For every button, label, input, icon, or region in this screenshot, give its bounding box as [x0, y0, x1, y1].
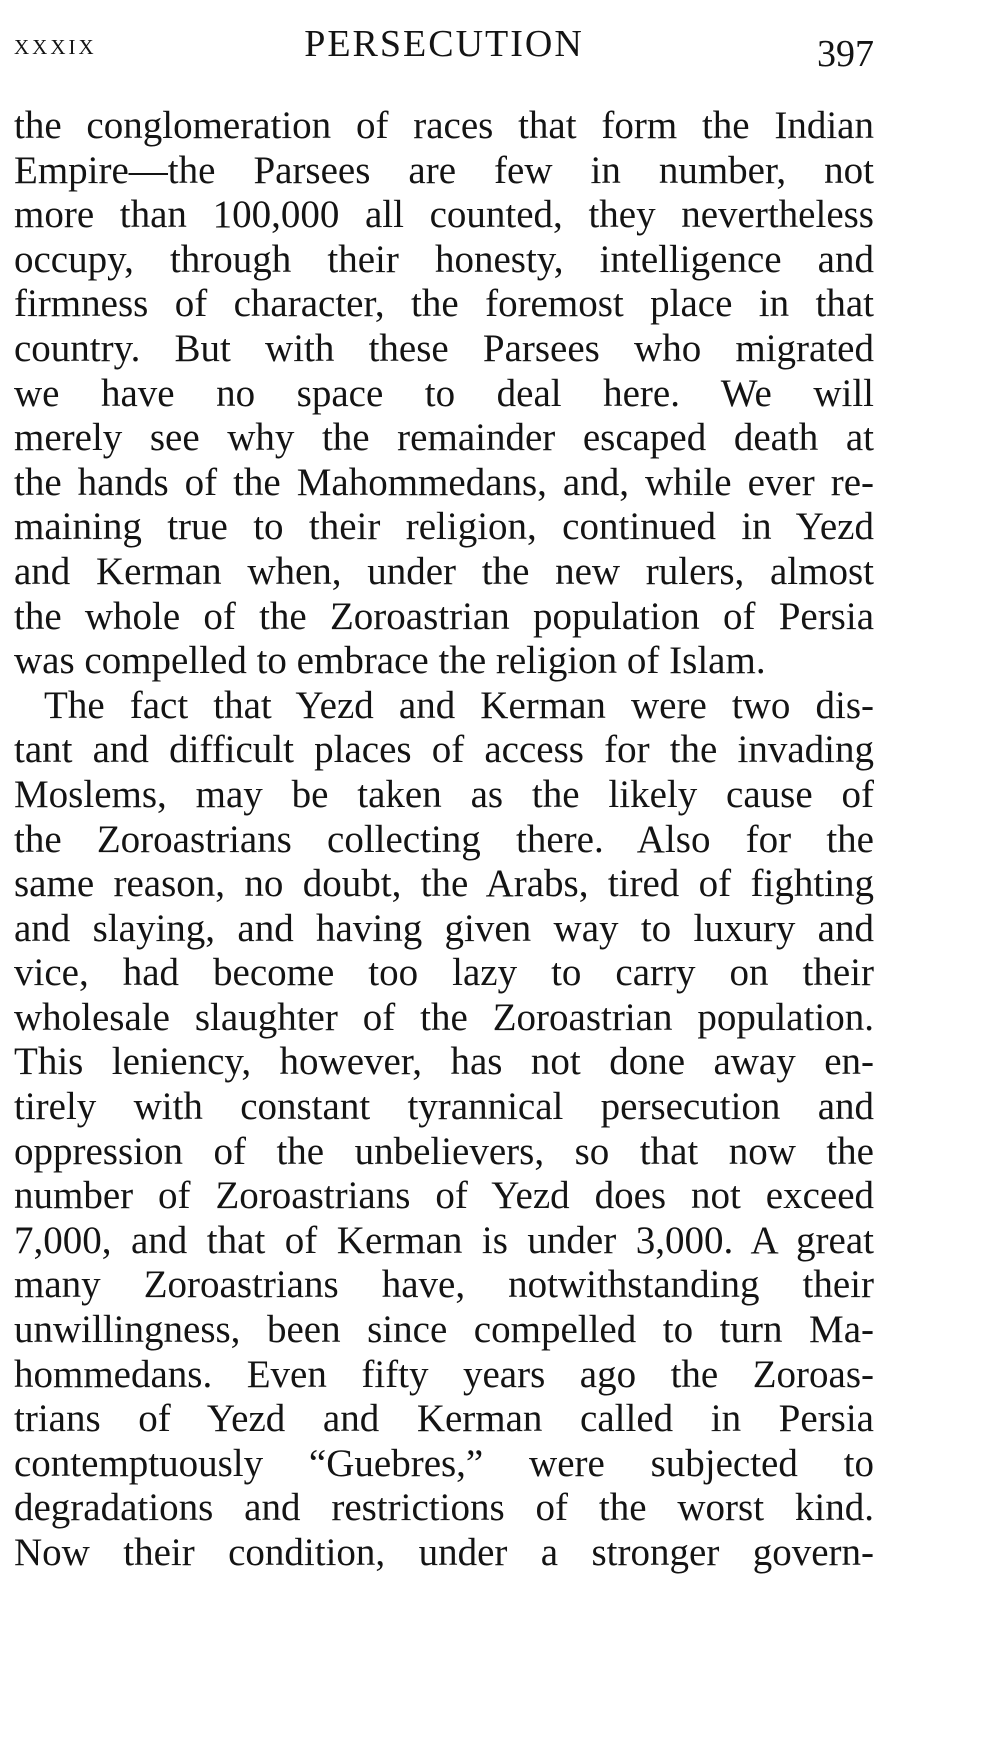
text-line: wholesale slaughter of the Zoroastrian population.	[14, 995, 874, 1039]
text-line: and Kerman when, under the new rulers, almost	[14, 549, 874, 593]
text-line: tant and difficult places of access for the invading	[14, 728, 874, 772]
text-line: vice, had become too lazy to carry on their	[14, 951, 874, 995]
page-number: 397	[817, 33, 874, 75]
text-line: This leniency, however, has not done away en-	[14, 1040, 874, 1084]
text-line: more than 100,000 all counted, they nevertheless	[14, 193, 874, 237]
text-line: occupy, through their honesty, intelligence and	[14, 237, 874, 281]
text-line: Moslems, may be taken as the likely cause of	[14, 772, 874, 816]
text-line: was compelled to embrace the religion of Islam.	[14, 639, 766, 683]
text-line: unwillingness, been since compelled to turn Ma-	[14, 1308, 874, 1352]
text-line: The fact that Yezd and Kerman were two dis-	[44, 683, 874, 727]
text-line: 7,000, and that of Kerman is under 3,000. A great	[14, 1218, 874, 1262]
text-line: the whole of the Zoroastrian population of Persia	[14, 594, 874, 638]
running-head	[14, 14, 874, 84]
text-line: hommedans. Even fifty years ago the Zoroas-	[14, 1352, 874, 1396]
text-line: Empire—the Parsees are few in number, not	[14, 148, 874, 192]
text-line: same reason, no doubt, the Arabs, tired of fighting	[14, 862, 874, 906]
text-line: maining true to their religion, continued in Yezd	[14, 505, 874, 549]
text-line: trians of Yezd and Kerman called in Persia	[14, 1397, 874, 1441]
text-line: degradations and restrictions of the worst kind.	[14, 1486, 874, 1530]
text-line: oppression of the unbelievers, so that now the	[14, 1129, 874, 1173]
text-line: the hands of the Mahommedans, and, while ever re-	[14, 460, 874, 504]
text-line: the Zoroastrians collecting there. Also for the	[14, 817, 874, 861]
paragraph-2	[14, 684, 874, 1576]
text-line: and slaying, and having given way to luxury and	[14, 906, 874, 950]
text-line: the conglomeration of races that form the Indian	[14, 104, 874, 147]
body-text	[14, 104, 874, 1576]
book-page	[14, 14, 874, 1744]
text-line: contemptuously “Guebres,” were subjected to	[14, 1441, 874, 1485]
paragraph-1	[14, 104, 874, 684]
text-line: tirely with constant tyrannical persecution and	[14, 1085, 874, 1129]
text-line: Now their condition, under a stronger govern-	[14, 1531, 874, 1574]
text-line: firmness of character, the foremost place in that	[14, 282, 874, 326]
text-line: merely see why the remainder escaped death at	[14, 416, 874, 460]
text-line: we have no space to deal here. We will	[14, 371, 874, 415]
text-line: many Zoroastrians have, notwithstanding their	[14, 1263, 874, 1307]
chapter-number: xxxix	[14, 28, 97, 61]
text-line: country. But with these Parsees who migrated	[14, 326, 874, 370]
text-line: number of Zoroastrians of Yezd does not exceed	[14, 1174, 874, 1218]
running-title: PERSECUTION	[304, 23, 584, 65]
